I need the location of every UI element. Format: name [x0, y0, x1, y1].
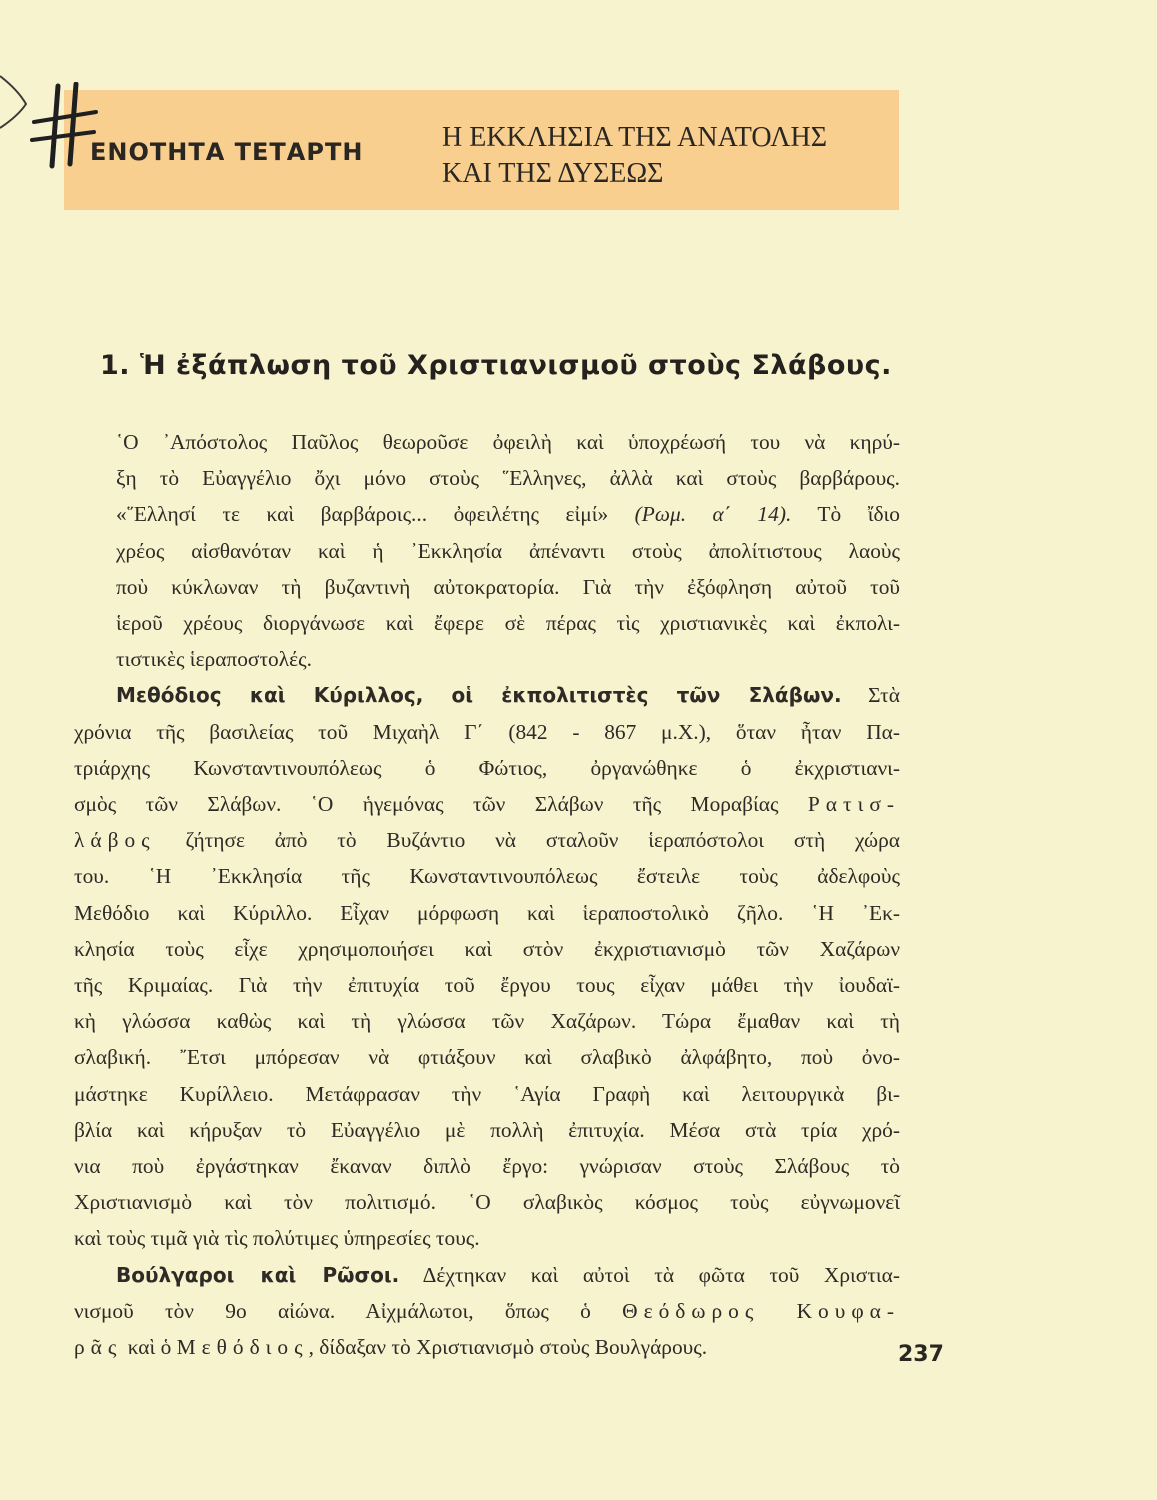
scripture-reference: (Ρωμ. α΄ 14).	[634, 502, 792, 527]
text-line: καὶ τοὺς τιμᾶ γιὰ τὶς πολύτιμες ὑπηρεσίες τους.	[74, 1226, 480, 1251]
text-fragment: , δίδαξαν τὸ Χριστιανισμὸ στοὺς Βουλγάρους.	[308, 1335, 708, 1360]
paragraph-2	[74, 677, 900, 1256]
unit-label: ΕΝΟΤΗΤΑ ΤΕΤΑΡΤΗ	[90, 138, 364, 166]
text-line	[74, 1293, 900, 1329]
paragraph-3	[74, 1257, 900, 1366]
text-line: βλία καὶ κήρυξαν τὸ Εὐαγγέλιο μὲ πολλὴ ἐπιτυχία. Μέσα στὰ τρία χρό-	[74, 1117, 900, 1142]
text-line	[74, 1329, 900, 1365]
text-line: χρέος αἰσθανόταν καὶ ἡ ᾿Εκκλησία ἀπέναντι στοὺς ἀπολίτιστους λαοὺς	[116, 538, 900, 563]
section-title	[442, 120, 827, 192]
text-fragment: Δέχτηκαν καὶ αὐτοὶ τὰ φῶτα τοῦ Χριστια-	[399, 1262, 901, 1287]
page-number: 237	[898, 1342, 944, 1367]
quotation: «῞Ελλησί τε καὶ βαρβάροις... ὀφειλέτης εἰμί»	[116, 502, 609, 527]
text-line: τριάρχης Κωνσταντινουπόλεως ὁ Φώτιος, ὀργανώθηκε ὁ ἐκχριστιανι-	[74, 755, 900, 780]
text-line: ποὺ κύκλωναν τὴ βυζαντινὴ αὐτοκρατορία. Γιὰ τὴν ἐξόφληση αὐτοῦ τοῦ	[116, 574, 900, 599]
text-line: ἱεροῦ χρέους διοργάνωσε καὶ ἔφερε σὲ πέρας τὶς χριστιανικὲς καὶ ἐκπολι-	[116, 611, 900, 636]
paragraph-lead: Μεθόδιος καὶ Κύριλλος, οἱ ἐκπολιτιστὲς τῶν Σλάβων.	[116, 683, 842, 708]
text-line: χρόνια τῆς βασιλείας τοῦ Μιχαὴλ Γ΄ (842 - 867 μ.Χ.), ὅταν ἦταν Πα-	[74, 719, 900, 744]
text-fragment: καὶ ὁ	[122, 1335, 177, 1360]
spaced-name: λάβος	[74, 828, 156, 853]
paragraph-1	[74, 424, 900, 677]
text-line	[74, 822, 900, 858]
text-line	[74, 786, 900, 822]
section-title-line-2: ΚΑΙ ΤΗΣ ΔΥΣΕΩΣ	[442, 158, 664, 189]
text-fragment: ζήτησε ἀπὸ τὸ Βυζάντιο νὰ σταλοῦν ἱεραπόστολοι στὴ χώρα	[155, 828, 900, 853]
text-fragment: σμὸς τῶν Σλάβων. ῾Ο ἡγεμόνας τῶν Σλάβων τῆς Μοραβίας	[74, 792, 808, 817]
spaced-name: ρᾶς	[74, 1335, 123, 1360]
text-line: τῆς Κριμαίας. Γιὰ τὴν ἐπιτυχία τοῦ ἔργου τους εἶχαν μάθει τὴν ἰουδαϊ-	[74, 973, 900, 998]
text-line: ῾Ο ᾿Απόστολος Παῦλος θεωροῦσε ὀφειλὴ καὶ ὑποχρέωσή του νὰ κηρύ-	[116, 430, 900, 454]
text-line: νια ποὺ ἐργάστηκαν ἔκαναν διπλὸ ἔργο: γνώρισαν στοὺς Σλάβους τὸ	[74, 1154, 900, 1179]
text-line: Χριστιανισμὸ καὶ τὸν πολιτισμό. ῾Ο σλαβικὸς κόσμος τοὺς εὐγνωμονεῖ	[74, 1190, 900, 1215]
text-line	[74, 496, 900, 532]
text-fragment: νισμοῦ τὸν 9ο αἰώνα. Αἰχμάλωτοι, ὅπως ὁ	[74, 1298, 623, 1323]
text-line: κὴ γλώσσα καθὼς καὶ τὴ γλώσσα τῶν Χαζάρων. Τώρα ἔμαθαν καὶ τὴ	[74, 1009, 900, 1034]
spaced-name: Θεόδωρος Κουφα-	[622, 1298, 900, 1323]
paragraph-lead: Βούλγαροι καὶ Ρῶσοι.	[116, 1262, 400, 1287]
text-line	[74, 1257, 900, 1293]
text-fragment: Στὰ	[841, 683, 900, 708]
text-line: σλαβική. ῎Ετσι μπόρεσαν νὰ φτιάξουν καὶ σλαβικὸ ἀλφάβητο, ποὺ ὀνο-	[74, 1045, 900, 1070]
text-line	[74, 677, 900, 713]
section-title-line-1: Η ΕΚΚΛΗΣΙΑ ΤΗΣ ΑΝΑΤΟΛΗΣ	[442, 122, 828, 153]
lesson-heading: 1. Ἡ ἐξάπλωση τοῦ Χριστιανισμοῦ στοὺς Σλάβους.	[100, 350, 892, 381]
text-line: μάστηκε Κυρίλλειο. Μετάφρασαν τὴν ῾Αγία Γραφὴ καὶ λειτουργικὰ βι-	[74, 1081, 900, 1106]
body-text	[74, 424, 900, 1365]
spaced-name: Μεθόδιος	[176, 1335, 309, 1360]
text-fragment: Τὸ ἴδιο	[791, 502, 900, 527]
text-line: ξη τὸ Εὐαγγέλιο ὄχι μόνο στοὺς ῞Ελληνες, ἀλλὰ καὶ στοὺς βαρβάρους.	[116, 466, 900, 491]
text-line: κλησία τοὺς εἶχε χρησιμοποιήσει καὶ στὸν ἐκχριστιανισμὸ τῶν Χαζάρων	[74, 936, 900, 961]
spaced-name: Ρατισ-	[807, 792, 900, 817]
text-line: τιστικὲς ἱεραποστολές.	[116, 647, 312, 672]
text-line: Μεθόδιο καὶ Κύριλλο. Εἶχαν μόρφωση καὶ ἱεραποστολικὸ ζῆλο. ῾Η ᾿Εκ-	[74, 900, 900, 925]
text-line: του. ῾Η ᾿Εκκλησία τῆς Κωνσταντινουπόλεως ἔστειλε τοὺς ἀδελφοὺς	[74, 864, 900, 889]
